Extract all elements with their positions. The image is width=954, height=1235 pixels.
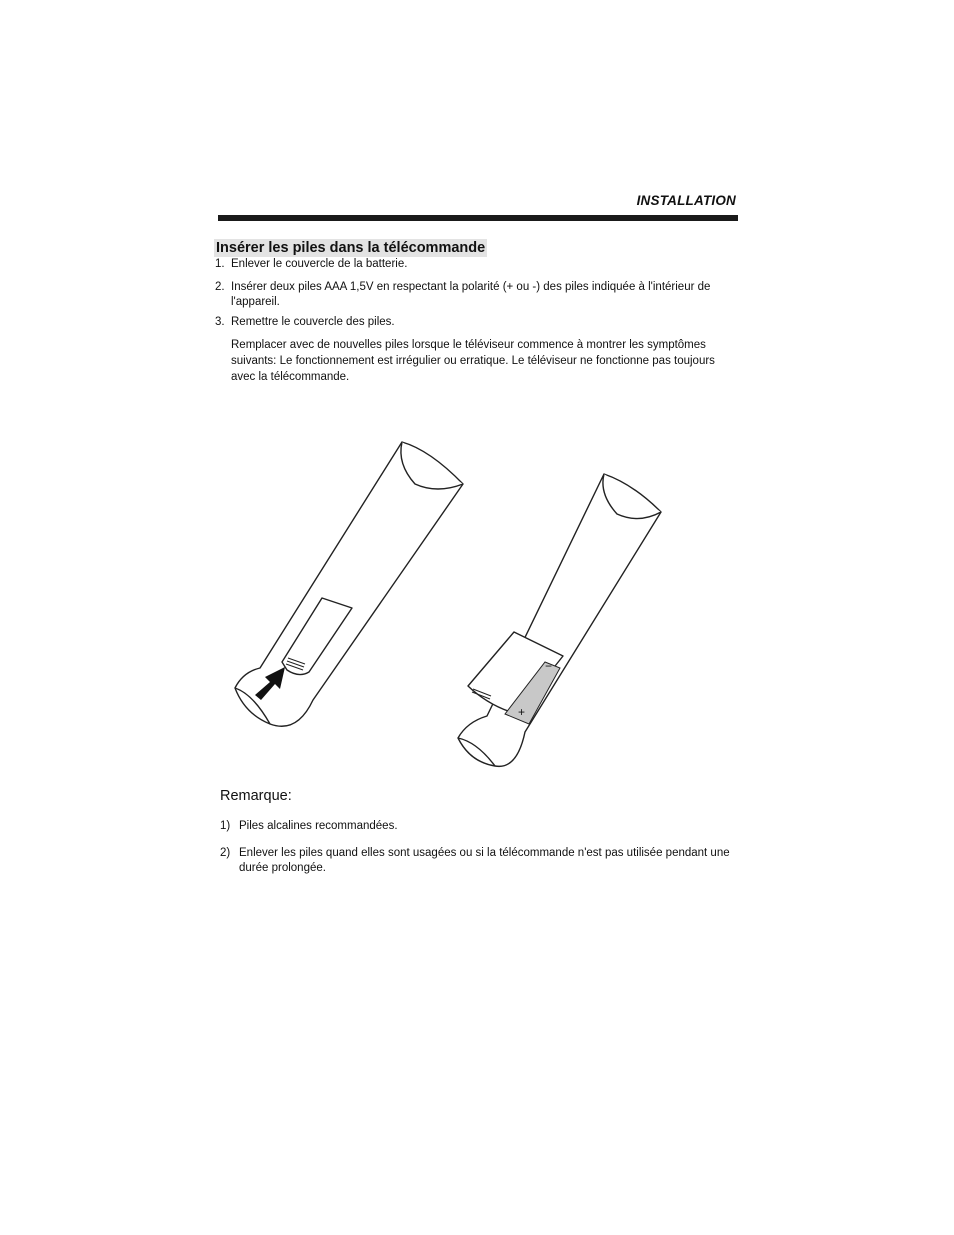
step-number: 2.	[215, 281, 225, 293]
note-number: 1)	[220, 820, 231, 832]
remark-title: Remarque:	[220, 788, 292, 804]
plus-sign: +	[518, 705, 526, 719]
step-number: 3.	[215, 316, 225, 328]
step-text: Insérer deux piles AAA 1,5V en respectant la polarité (+ ou -) des piles indiquée à l'intérieur de l'appareil.	[231, 281, 711, 308]
step-text: Remettre le couvercle des piles.	[231, 316, 395, 328]
note-2	[220, 846, 750, 876]
note-text: Enlever les piles quand elles sont usagées ou si la télécommande n'est pas utilisée pendant une durée prolongée.	[239, 847, 730, 874]
step-1	[215, 257, 735, 272]
note-1	[220, 819, 750, 834]
step-text: Enlever le couvercle de la batterie.	[231, 258, 408, 270]
step-number: 1.	[215, 258, 225, 270]
page-header-label: INSTALLATION	[636, 193, 736, 208]
remote-battery-illustration	[225, 432, 695, 772]
remote-open	[458, 474, 661, 766]
note-text: Piles alcalines recommandées.	[239, 820, 398, 832]
replacement-paragraph: Remplacer avec de nouvelles piles lorsque le téléviseur commence à montrer les symptômes suivants: Le fonctionnement est irrégulier ou erratique. Le téléviseur ne fonctionne pas toujours avec la télécommande.	[231, 339, 715, 383]
step-3	[215, 315, 735, 330]
note-number: 2)	[220, 847, 231, 859]
header-rule	[218, 215, 738, 221]
minus-sign: −	[545, 659, 553, 673]
step-2	[215, 280, 735, 310]
section-title: Insérer les piles dans la télécommande	[216, 240, 486, 256]
